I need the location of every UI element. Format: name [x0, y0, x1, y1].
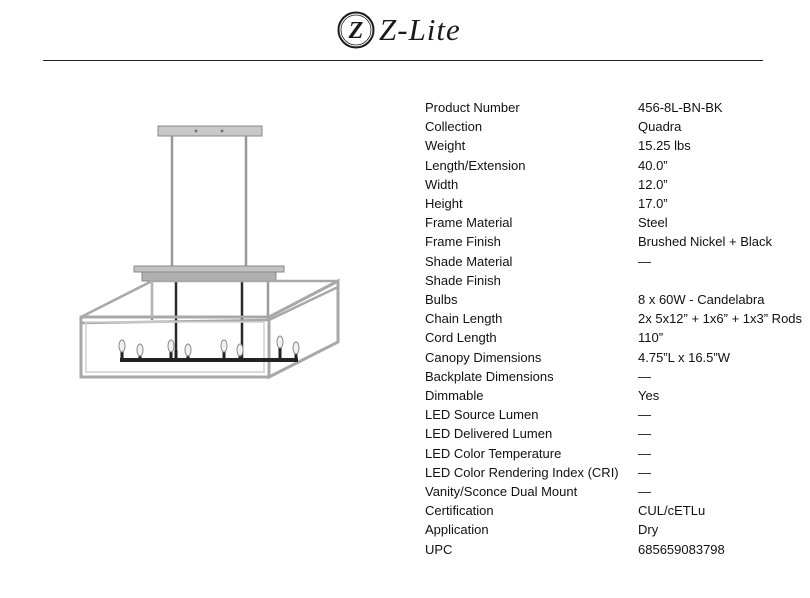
spec-label: LED Delivered Lumen [425, 426, 553, 442]
spec-value: — [638, 445, 651, 461]
spec-value: 685659083798 [638, 541, 725, 557]
spec-value: — [638, 484, 651, 500]
brand-logo [336, 8, 461, 52]
spec-row [425, 175, 802, 194]
spec-label: Bulbs [425, 292, 458, 308]
spec-row [425, 271, 802, 290]
spec-row [425, 540, 802, 559]
spec-row [425, 424, 802, 443]
spec-value: — [638, 426, 651, 442]
spec-label: Frame Material [425, 215, 513, 231]
spec-value: 4.75”L x 16.5”W [638, 349, 731, 365]
spec-label: LED Source Lumen [425, 407, 539, 423]
spec-label: Cord Length [425, 330, 497, 346]
spec-value: 40.0” [638, 157, 668, 173]
spec-row [425, 290, 802, 309]
spec-value: Brushed Nickel + Black [638, 234, 773, 250]
spec-value: 15.25 lbs [638, 138, 691, 154]
spec-label: Certification [425, 503, 494, 519]
spec-row [425, 501, 802, 520]
spec-label: LED Color Rendering Index (CRI) [425, 464, 619, 480]
spec-label: UPC [425, 541, 453, 557]
spec-value: — [638, 368, 651, 384]
spec-table [425, 98, 802, 559]
spec-value [638, 271, 802, 290]
spec-label: Chain Length [425, 311, 503, 327]
spec-value: Yes [638, 388, 660, 404]
spec-value: Steel [638, 215, 668, 231]
spec-label: Collection [425, 119, 483, 135]
spec-value: Quadra [638, 119, 682, 135]
spec-row [425, 386, 802, 405]
spec-label: Width [425, 176, 459, 192]
header-divider [43, 60, 763, 61]
spec-row [425, 232, 802, 251]
spec-value: Dry [638, 522, 659, 538]
spec-row [425, 444, 802, 463]
spec-label: Length/Extension [425, 157, 526, 173]
spec-row [425, 405, 802, 424]
spec-value: — [638, 464, 651, 480]
spec-value: CUL/cETLu [638, 503, 706, 519]
spec-row [425, 482, 802, 501]
logo-monogram: Z [348, 18, 364, 44]
spec-label: Backplate Dimensions [425, 368, 554, 384]
spec-value: — [638, 253, 651, 269]
brand-name: Z-Lite [379, 12, 461, 47]
spec-row [425, 328, 802, 347]
linear-chandelier-image [76, 120, 396, 385]
spec-label: Dimmable [425, 388, 484, 404]
spec-row [425, 463, 802, 482]
spec-label: Vanity/Sconce Dual Mount [425, 484, 578, 500]
z-monogram-icon [336, 10, 376, 50]
spec-label: Weight [425, 138, 466, 154]
spec-row [425, 136, 802, 155]
spec-label: Frame Finish [425, 234, 501, 250]
spec-row [425, 98, 802, 117]
spec-value: 17.0” [638, 196, 668, 212]
spec-label: Height [425, 196, 463, 212]
spec-row [425, 348, 802, 367]
spec-value: — [638, 407, 651, 423]
spec-label: Shade Material [425, 253, 513, 269]
spec-value: 110” [638, 330, 664, 346]
spec-label: Application [425, 522, 489, 538]
spec-value: 2x 5x12” + 1x6” + 1x3” Rods [638, 311, 803, 327]
spec-label: Shade Finish [425, 272, 501, 288]
spec-row [425, 367, 802, 386]
spec-label: Canopy Dimensions [425, 349, 542, 365]
spec-label: LED Color Temperature [425, 445, 562, 461]
spec-value: 456-8L-BN-BK [638, 100, 723, 115]
spec-row [425, 156, 802, 175]
spec-label: Product Number [425, 100, 520, 115]
spec-row [425, 194, 802, 213]
spec-row [425, 117, 802, 136]
spec-row [425, 520, 802, 539]
spec-row [425, 309, 802, 328]
spec-value: 8 x 60W - Candelabra [638, 292, 765, 308]
spec-row [425, 213, 802, 232]
spec-value: 12.0” [638, 176, 668, 192]
spec-row [425, 252, 802, 271]
